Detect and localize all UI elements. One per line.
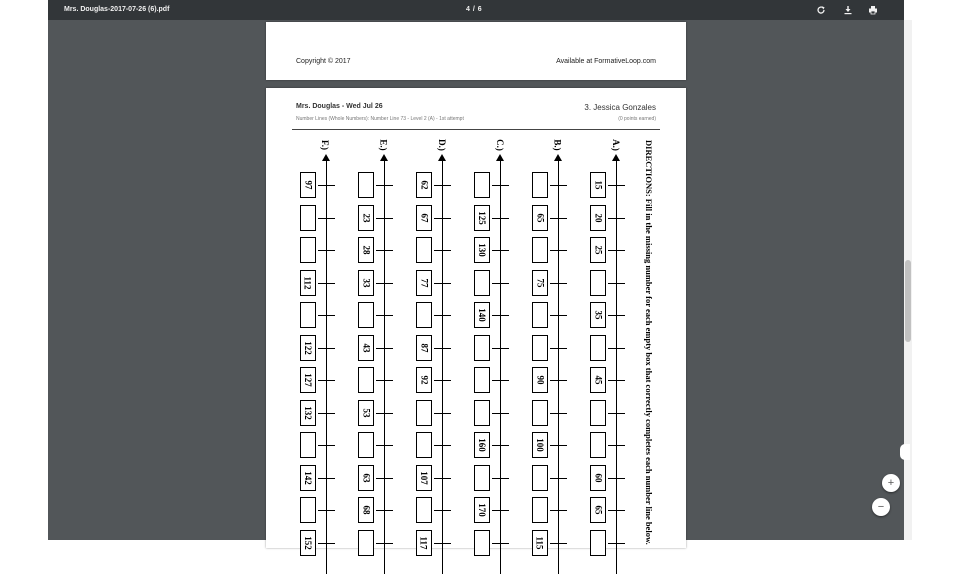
download-icon[interactable] <box>842 4 854 16</box>
number-line-label: C.) <box>494 139 505 151</box>
number-value: 132 <box>303 405 313 420</box>
answer-box[interactable] <box>532 465 548 491</box>
number-line-c <box>477 139 510 566</box>
answer-box[interactable] <box>590 432 606 458</box>
number-line-tick <box>376 315 393 316</box>
scroll-thumb[interactable] <box>905 260 911 342</box>
answer-box[interactable] <box>474 270 490 296</box>
number-line-tick <box>492 348 509 349</box>
number-line-tick <box>608 250 625 251</box>
number-value: 170 <box>477 503 487 517</box>
number-box <box>532 270 548 296</box>
number-line-tick <box>434 380 451 381</box>
number-line-tick <box>550 478 567 479</box>
number-line-axis <box>326 160 327 574</box>
answer-box[interactable] <box>474 530 490 556</box>
number-line-tick <box>492 543 509 544</box>
number-line-tick <box>608 315 625 316</box>
number-line-axis <box>558 160 559 574</box>
number-box <box>416 270 432 296</box>
answer-box[interactable] <box>300 497 316 523</box>
number-box <box>590 497 606 523</box>
answer-box[interactable] <box>532 400 548 426</box>
number-line-tick <box>434 348 451 349</box>
number-line-tick <box>550 445 567 446</box>
answer-box[interactable] <box>416 432 432 458</box>
number-line-tick <box>492 185 509 186</box>
number-line-axis <box>500 160 501 574</box>
number-line-tick <box>608 380 625 381</box>
number-box <box>532 530 548 556</box>
answer-box[interactable] <box>532 497 548 523</box>
answer-box[interactable] <box>416 400 432 426</box>
number-box <box>358 335 374 361</box>
number-box <box>300 367 316 393</box>
pdf-viewer <box>48 0 904 550</box>
number-value: 115 <box>534 535 545 550</box>
number-line-tick <box>608 510 625 511</box>
answer-box[interactable] <box>416 497 432 523</box>
number-line-tick <box>434 315 451 316</box>
number-line-tick <box>376 543 393 544</box>
answer-box[interactable] <box>590 335 606 361</box>
answer-box[interactable] <box>474 400 490 426</box>
number-line-tick <box>492 218 509 219</box>
number-box <box>358 205 374 231</box>
number-line-tick <box>318 185 335 186</box>
student-name: 3. Jessica Gonzales <box>584 103 656 112</box>
number-value: 68 <box>361 505 371 515</box>
answer-box[interactable] <box>532 172 548 198</box>
number-line-tick <box>550 315 567 316</box>
number-line-label: F.) <box>319 140 330 150</box>
number-line-tick <box>376 185 393 186</box>
number-box <box>474 205 490 231</box>
answer-box[interactable] <box>474 335 490 361</box>
number-line-axis <box>442 160 443 574</box>
number-line-tick <box>434 543 451 544</box>
number-line-tick <box>434 283 451 284</box>
number-line-tick <box>492 283 509 284</box>
number-box <box>300 172 316 198</box>
number-line-tick <box>550 250 567 251</box>
number-box <box>358 465 374 491</box>
number-line-tick <box>550 413 567 414</box>
teacher-date: Mrs. Douglas - Wed Jul 26 <box>296 103 383 110</box>
number-line-tick <box>550 543 567 544</box>
number-value: 65 <box>593 505 603 515</box>
number-line-tick <box>492 445 509 446</box>
number-value: 107 <box>419 470 429 485</box>
number-box <box>358 237 374 263</box>
number-line-tick <box>376 445 393 446</box>
answer-box[interactable] <box>532 335 548 361</box>
answer-box[interactable] <box>358 367 374 393</box>
number-line-tick <box>550 348 567 349</box>
number-line-tick <box>608 185 625 186</box>
zoom-out-button[interactable]: − <box>872 498 890 516</box>
number-box <box>416 205 432 231</box>
number-value: 28 <box>361 245 371 255</box>
number-line-tick <box>318 413 335 414</box>
number-box <box>532 367 548 393</box>
number-value: 127 <box>303 373 313 387</box>
number-value: 125 <box>477 210 487 225</box>
number-value: 122 <box>303 340 313 355</box>
number-line-tick <box>318 543 335 544</box>
number-line-tick <box>434 185 451 186</box>
number-box <box>590 205 606 231</box>
answer-box[interactable] <box>474 172 490 198</box>
number-line-axis <box>384 160 385 574</box>
answer-box[interactable] <box>474 465 490 491</box>
number-box <box>300 465 316 491</box>
answer-box[interactable] <box>300 205 316 231</box>
number-value: 100 <box>535 438 545 452</box>
answer-box[interactable] <box>300 432 316 458</box>
number-value: 67 <box>419 213 429 222</box>
number-value: 90 <box>535 375 545 385</box>
number-line-tick <box>550 185 567 186</box>
number-line-tick <box>492 510 509 511</box>
number-line-a <box>593 139 626 566</box>
number-value: 60 <box>593 473 603 482</box>
number-line-tick <box>434 413 451 414</box>
worksheet-subtitle: Number Lines (Whole Numbers): Number Line 73 - Level 2 (A) - 1st attempt <box>296 116 464 122</box>
number-line-label: A.) <box>610 139 621 151</box>
page-indicator[interactable]: 4 / 6 <box>466 6 483 13</box>
number-line-tick <box>376 250 393 251</box>
number-line-tick <box>608 283 625 284</box>
points-earned: (0 points earned) <box>618 116 656 122</box>
number-value: 152 <box>303 535 313 550</box>
copyright-text: Copyright © 2017 <box>296 58 351 65</box>
number-line-tick <box>318 250 335 251</box>
viewer-toolbar <box>48 0 904 20</box>
number-line-tick <box>376 283 393 284</box>
number-line-tick <box>376 510 393 511</box>
vertical-scrollbar[interactable] <box>904 20 912 540</box>
number-line-e <box>361 139 394 566</box>
number-value: 77 <box>419 278 429 287</box>
number-box <box>590 172 606 198</box>
number-line-tick <box>608 413 625 414</box>
number-value: 112 <box>302 275 313 290</box>
number-box <box>416 172 432 198</box>
number-box <box>474 432 490 458</box>
number-box <box>358 400 374 426</box>
number-line-tick <box>376 218 393 219</box>
number-line-tick <box>318 315 335 316</box>
number-value: 45 <box>593 375 603 385</box>
number-value: 15 <box>593 180 603 190</box>
number-line-tick <box>376 348 393 349</box>
number-line-tick <box>376 380 393 381</box>
number-line-tick <box>318 478 335 479</box>
directions <box>640 140 654 560</box>
worksheet-page <box>266 88 686 548</box>
number-line-tick <box>492 250 509 251</box>
scroll-handle-indicator[interactable] <box>900 444 910 460</box>
number-line-label: E.) <box>378 139 389 151</box>
number-value: 160 <box>477 438 487 452</box>
number-line-tick <box>318 348 335 349</box>
number-line-tick <box>608 543 625 544</box>
number-line-tick <box>434 218 451 219</box>
number-box <box>532 432 548 458</box>
number-box <box>590 465 606 491</box>
answer-box[interactable] <box>358 530 374 556</box>
number-line-tick <box>492 315 509 316</box>
number-line-tick <box>318 218 335 219</box>
answer-box[interactable] <box>532 237 548 263</box>
number-box <box>358 497 374 523</box>
number-box <box>300 400 316 426</box>
number-box <box>474 302 490 328</box>
directions-text: DIRECTIONS: Fill in the missing number for each empty box that correctly completes each number line below. <box>644 140 654 545</box>
answer-box[interactable] <box>474 367 490 393</box>
number-line-tick <box>492 380 509 381</box>
number-line-label: D.) <box>436 139 447 151</box>
number-line-tick <box>376 413 393 414</box>
number-line-tick <box>492 413 509 414</box>
number-line-tick <box>550 380 567 381</box>
number-value: 63 <box>361 473 371 482</box>
number-value: 142 <box>303 470 313 485</box>
number-box <box>416 367 432 393</box>
number-value: 97 <box>303 180 313 190</box>
number-value: 43 <box>361 343 371 352</box>
number-box <box>416 335 432 361</box>
number-box <box>300 335 316 361</box>
number-line-tick <box>550 283 567 284</box>
number-line-tick <box>434 478 451 479</box>
number-line-tick <box>434 510 451 511</box>
number-line-b <box>534 139 568 566</box>
number-box <box>590 237 606 263</box>
number-value: 65 <box>535 213 545 222</box>
number-value: 53 <box>361 408 371 417</box>
number-value: 62 <box>419 180 429 190</box>
number-box <box>474 497 490 523</box>
number-value: 20 <box>593 213 603 222</box>
number-value: 75 <box>535 278 545 287</box>
number-line-tick <box>608 218 625 219</box>
answer-box[interactable] <box>416 237 432 263</box>
number-line-tick <box>318 283 335 284</box>
rotate-icon[interactable] <box>815 4 827 16</box>
header-divider <box>292 129 660 130</box>
number-line-tick <box>318 445 335 446</box>
number-box <box>300 270 316 296</box>
answer-box[interactable] <box>300 302 316 328</box>
number-value: 92 <box>419 375 429 385</box>
answer-box[interactable] <box>590 400 606 426</box>
answer-box[interactable] <box>300 237 316 263</box>
number-box <box>532 205 548 231</box>
answer-box[interactable] <box>532 302 548 328</box>
number-line-f <box>302 140 336 566</box>
number-line-tick <box>376 478 393 479</box>
number-line-tick <box>318 380 335 381</box>
answer-box[interactable] <box>358 302 374 328</box>
number-line-tick <box>492 478 509 479</box>
answer-box[interactable] <box>590 270 606 296</box>
available-text: Available at FormativeLoop.com <box>556 58 656 65</box>
number-line-tick <box>318 510 335 511</box>
answer-box[interactable] <box>358 172 374 198</box>
number-box <box>474 237 490 263</box>
number-value: 130 <box>477 243 487 257</box>
number-line-label: B.) <box>552 139 563 151</box>
number-box <box>358 270 374 296</box>
answer-box[interactable] <box>358 432 374 458</box>
number-box <box>590 302 606 328</box>
number-box <box>590 367 606 393</box>
number-box <box>300 530 316 556</box>
number-line-tick <box>434 250 451 251</box>
number-line-tick <box>550 510 567 511</box>
number-value: 23 <box>361 213 371 222</box>
zoom-in-button[interactable]: + <box>882 474 900 492</box>
number-value: 35 <box>593 310 603 320</box>
number-line-tick <box>608 478 625 479</box>
number-line-axis <box>616 160 617 574</box>
previous-page <box>266 22 686 80</box>
number-value: 140 <box>477 308 487 322</box>
number-line-tick <box>434 445 451 446</box>
number-line-tick <box>608 445 625 446</box>
number-value: 87 <box>419 343 429 352</box>
number-line-tick <box>608 348 625 349</box>
number-box <box>416 530 432 556</box>
number-line-d <box>418 139 452 566</box>
number-value: 25 <box>593 245 603 255</box>
document-title: Mrs. Douglas-2017-07-26 (6).pdf <box>64 6 170 13</box>
number-value: 117 <box>418 535 429 550</box>
answer-box[interactable] <box>416 302 432 328</box>
print-icon[interactable] <box>867 4 879 16</box>
number-value: 33 <box>361 278 371 287</box>
answer-box[interactable] <box>590 530 606 556</box>
number-line-tick <box>550 218 567 219</box>
number-box <box>416 465 432 491</box>
